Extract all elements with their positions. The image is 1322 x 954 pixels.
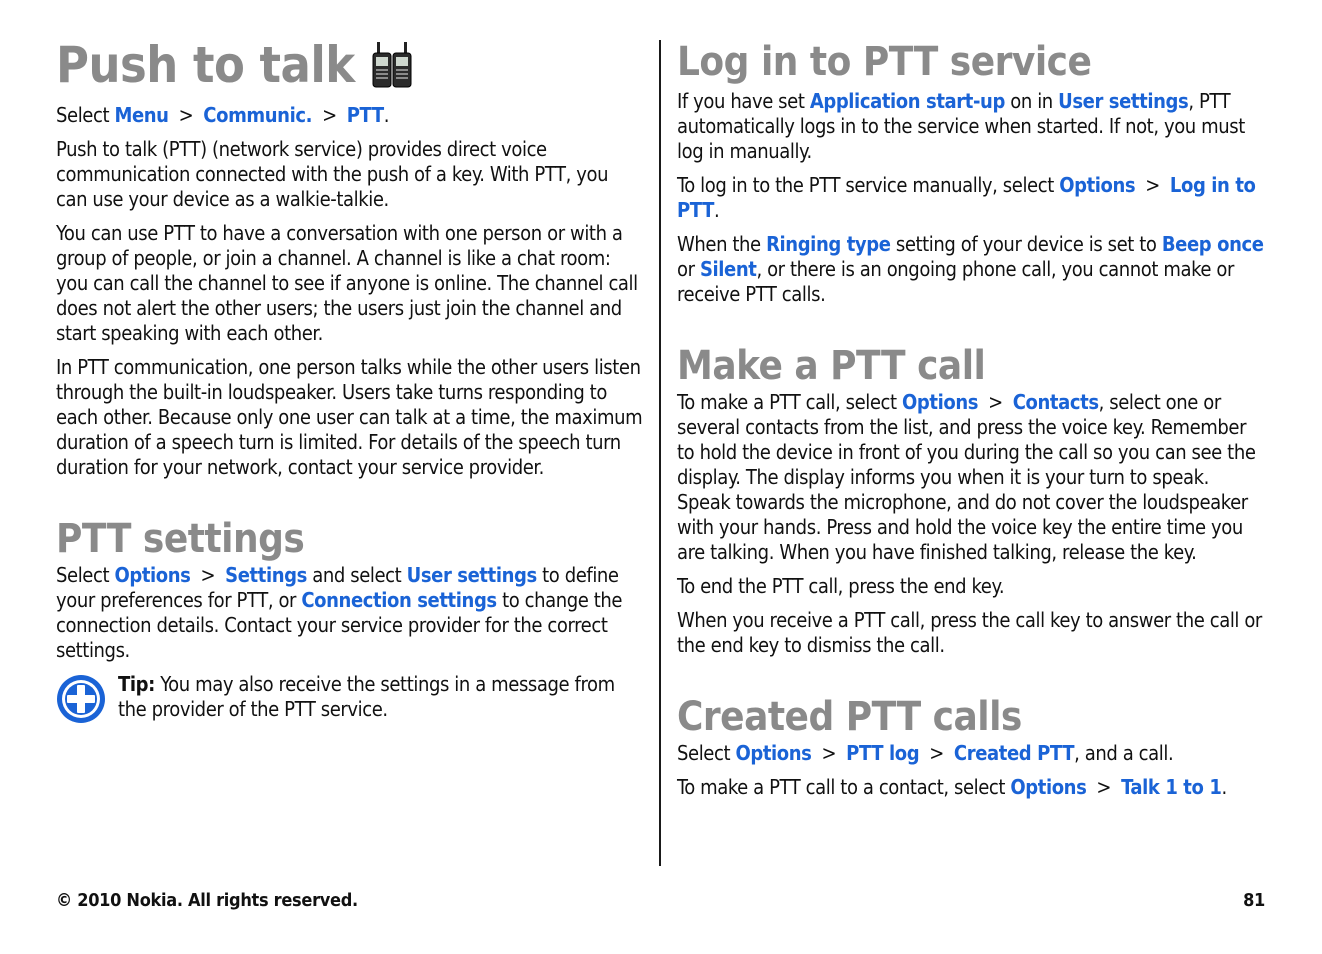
make-call-paragraph-1: To make a PTT call, select Options > Contacts, select one or several contacts from the list, and press the voice key. Remember to hold the device in front of you during the call so you can see the display. The display informs you when it is your turn to speak. Speak towards the microphone, and do not cover the loudspeaker with your hands. Press and hold the voice key the entire time you are talking. When you have finished talking, release the key. xyxy=(677,390,1256,564)
ptt-log-link[interactable]: PTT log xyxy=(846,741,920,765)
log-in-to-ptt-link[interactable]: Log in to PTT xyxy=(677,173,1256,222)
login-paragraph-1: If you have set Application start-up on in User settings, PTT automatically logs in to the service when started. If not, you must log in manually. xyxy=(677,89,1245,163)
created-calls-paragraph-1: Select Options > PTT log > Created PTT, and a call. xyxy=(677,741,1174,765)
created-ptt-link[interactable]: Created PTT xyxy=(953,741,1075,765)
intro-paragraph-2: You can use PTT to have a conversation with one person or with a group of people, or join a channel. A channel is like a chat room: you can call the channel to see if anyone is online. The channel call does not alert the other users; the users just join the channel and start speaking with each other. xyxy=(56,221,638,345)
options-link[interactable]: Options xyxy=(902,390,979,414)
intro-paragraph-1: Push to talk (PTT) (network service) provides direct voice communication connected with the push of a key. With PTT, you can use your device as a walkie-talkie. xyxy=(56,137,609,211)
right-column xyxy=(677,36,1265,800)
intro-paragraph-3: In PTT communication, one person talks while the other users listen through the built-in loudspeaker. Users take turns responding to each other. Because only one user can talk at a time, the maximum duration of a speech turn is limited. For details of the speech turn duration for your network, contact your service provider. xyxy=(56,355,643,479)
ringing-type-link[interactable]: Ringing type xyxy=(766,232,891,256)
tip-box xyxy=(56,672,644,724)
page-title xyxy=(56,36,644,94)
menu-path: Select Menu > Communic. > PTT. xyxy=(56,103,390,127)
user-settings-link[interactable]: User settings xyxy=(406,563,537,587)
menu-link[interactable]: Menu xyxy=(114,103,169,127)
created-calls-paragraph-2: To make a PTT call to a contact, select Options > Talk 1 to 1. xyxy=(677,775,1227,799)
make-call-paragraph-2: To end the PTT call, press the end key. xyxy=(677,574,1005,598)
make-call-paragraph-3: When you receive a PTT call, press the call key to answer the call or the end key to dismiss the call. xyxy=(677,608,1262,657)
options-link[interactable]: Options xyxy=(1059,173,1136,197)
user-settings-link[interactable]: User settings xyxy=(1058,89,1189,113)
ptt-settings-heading: PTT settings xyxy=(56,516,305,562)
copyright: © 2010 Nokia. All rights reserved. xyxy=(56,890,358,911)
page-number: 81 xyxy=(1243,890,1265,911)
walkie-talkie-icon xyxy=(371,41,413,89)
beep-once-link[interactable]: Beep once xyxy=(1161,232,1264,256)
left-column xyxy=(56,36,644,724)
tip-plus-icon xyxy=(56,674,106,724)
column-divider xyxy=(659,40,661,866)
ptt-settings-paragraph: Select Options > Settings and select User settings to define your preferences for PTT, or Connection settings to change the connection details. Contact your service provider for the correct settings. xyxy=(56,563,623,662)
tip-text: Tip: You may also receive the settings in a message from the provider of the PTT service. xyxy=(118,672,615,721)
login-paragraph-3: When the Ringing type setting of your device is set to Beep once or Silent, or there is an ongoing phone call, you cannot make or receive PTT calls. xyxy=(677,232,1264,306)
application-startup-link[interactable]: Application start-up xyxy=(809,89,1005,113)
page-title-text: Push to talk xyxy=(56,36,355,94)
silent-link[interactable]: Silent xyxy=(699,257,757,281)
options-link[interactable]: Options xyxy=(735,741,812,765)
options-link[interactable]: Options xyxy=(1010,775,1087,799)
contacts-link[interactable]: Contacts xyxy=(1012,390,1099,414)
login-heading: Log in to PTT service xyxy=(677,39,1092,85)
ptt-link[interactable]: PTT xyxy=(346,103,384,127)
communic-link[interactable]: Communic. xyxy=(203,103,313,127)
login-paragraph-2: To log in to the PTT service manually, select Options > Log in to PTT. xyxy=(677,173,1256,222)
settings-link[interactable]: Settings xyxy=(225,563,307,587)
options-link[interactable]: Options xyxy=(114,563,191,587)
talk-1-to-1-link[interactable]: Talk 1 to 1 xyxy=(1121,775,1222,799)
make-call-heading: Make a PTT call xyxy=(677,343,986,389)
created-calls-heading: Created PTT calls xyxy=(677,694,1022,740)
page-footer xyxy=(56,890,1265,911)
connection-settings-link[interactable]: Connection settings xyxy=(301,588,497,612)
